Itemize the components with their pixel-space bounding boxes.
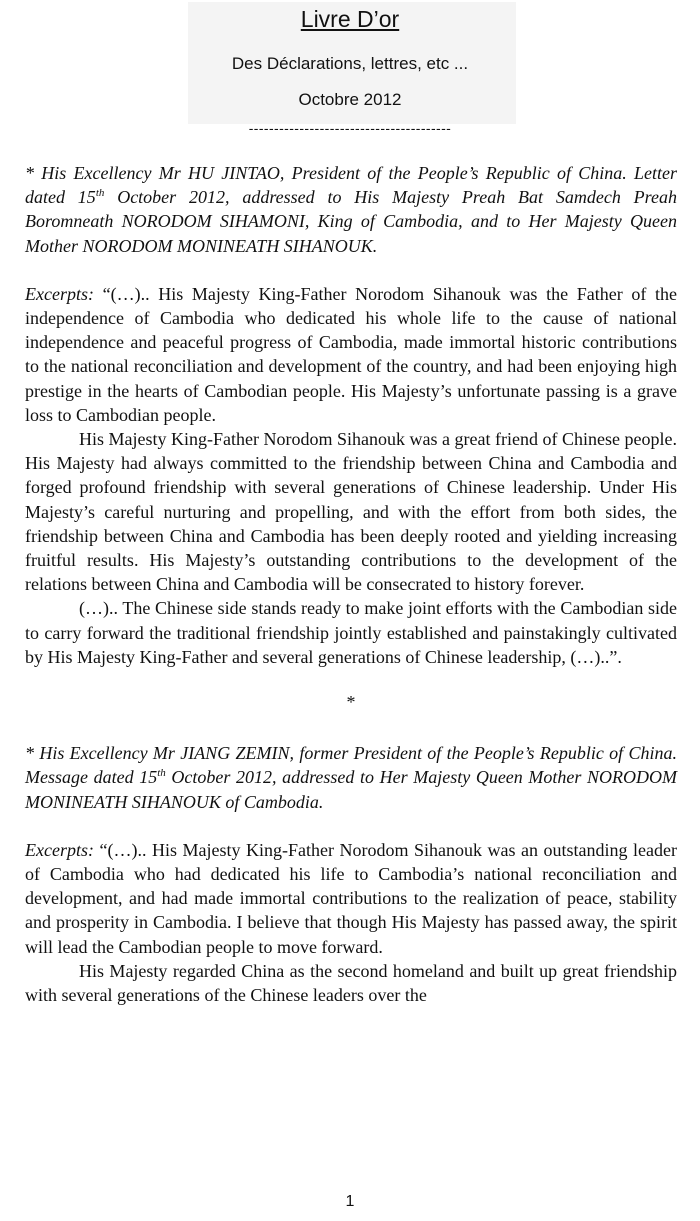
section-separator: * [346, 692, 356, 713]
entry-1-intro [25, 161, 677, 258]
entry-2-intro [25, 741, 677, 814]
page-number: 1 [345, 1193, 355, 1210]
page-date: Octobre 2012 [298, 90, 402, 109]
entry-1-intro-text-2: October 2012, addressed to His Majesty Preah Bat Samdech Preah Boromneath NORODOM SIHAMONI, King of Cambodia, and to Her Majesty Queen Mother NORODOM MONINEATH SIHANOUK. [25, 187, 677, 256]
entry-2-intro-text-2: October 2012, addressed to Her Majesty Queen Mother NORODOM MONINEATH SIHANOUK of Cambodia. [25, 767, 677, 812]
dashed-rule: ---------------------------------------- [248, 120, 452, 136]
excerpts-label: Excerpts: [25, 283, 94, 304]
excerpts-label: Excerpts: [25, 839, 94, 860]
entry-2-intro-text: * His Excellency Mr JIANG ZEMIN, former President of the People’s Republic of China. Message dated 15 [25, 743, 677, 788]
page-subtitle: Des Déclarations, lettres, etc ... [231, 54, 469, 73]
entry-1-paragraph-1 [25, 282, 677, 427]
entry-1-paragraph-1-text: “(…).. His Majesty King-Father Norodom Sihanouk was the Father of the independence of Cambodia who dedicated his whole life to the cause of national independence and peaceful progress of Cambodia, made immortal historic contributions to the national reconciliation and development of the country, and had been enjoying high prestige in the hearts of Cambodian people. His Majesty’s unfortunate passing is a grave loss to Cambodian people. [25, 283, 677, 425]
entry-2-paragraph-1 [25, 838, 677, 959]
entry-1-paragraph-2: His Majesty King-Father Norodom Sihanouk was a great friend of Chinese people. His Majesty had always committed to the friendship between China and Cambodia and forged profound friendship with several generations of Chinese leadership. Under His Majesty’s careful nurturing and propelling, and with the effort from both sides, the friendship between China and Cambodia has been deeply rooted and yielding increasing fruitful results. His Majesty’s outstanding contributions to the development of the relations between China and Cambodia will be consecrated to history forever. [25, 429, 677, 595]
entry-2-paragraph-2: His Majesty regarded China as the second homeland and built up great friendship with several generations of the Chinese leaders over the [25, 960, 677, 1006]
entry-1-intro-sup: th [95, 187, 105, 200]
entry-1-paragraph-3: (…).. The Chinese side stands ready to make joint efforts with the Cambodian side to carry forward the traditional friendship jointly established and painstakingly cultivated by His Majesty King-Father and several generations of Chinese leadership, (…)..”. [25, 598, 677, 667]
entry-1-intro-text: * His Excellency Mr HU JINTAO, President of the People’s Republic of China. Letter dated 15 [25, 163, 677, 208]
page-title: Livre D’or [300, 6, 400, 32]
document-body [25, 161, 677, 1007]
entry-2-intro-sup: th [157, 767, 166, 780]
entry-2-paragraph-1-text: “(…).. His Majesty King-Father Norodom Sihanouk was an outstanding leader of Cambodia who had dedicated his life to Cambodia’s national reconciliation and development, and had made immortal contributions to the realization of peace, stability and prosperity in Cambodia. I believe that though His Majesty has passed away, the spirit will lead the Cambodian people to move forward. [25, 839, 677, 957]
